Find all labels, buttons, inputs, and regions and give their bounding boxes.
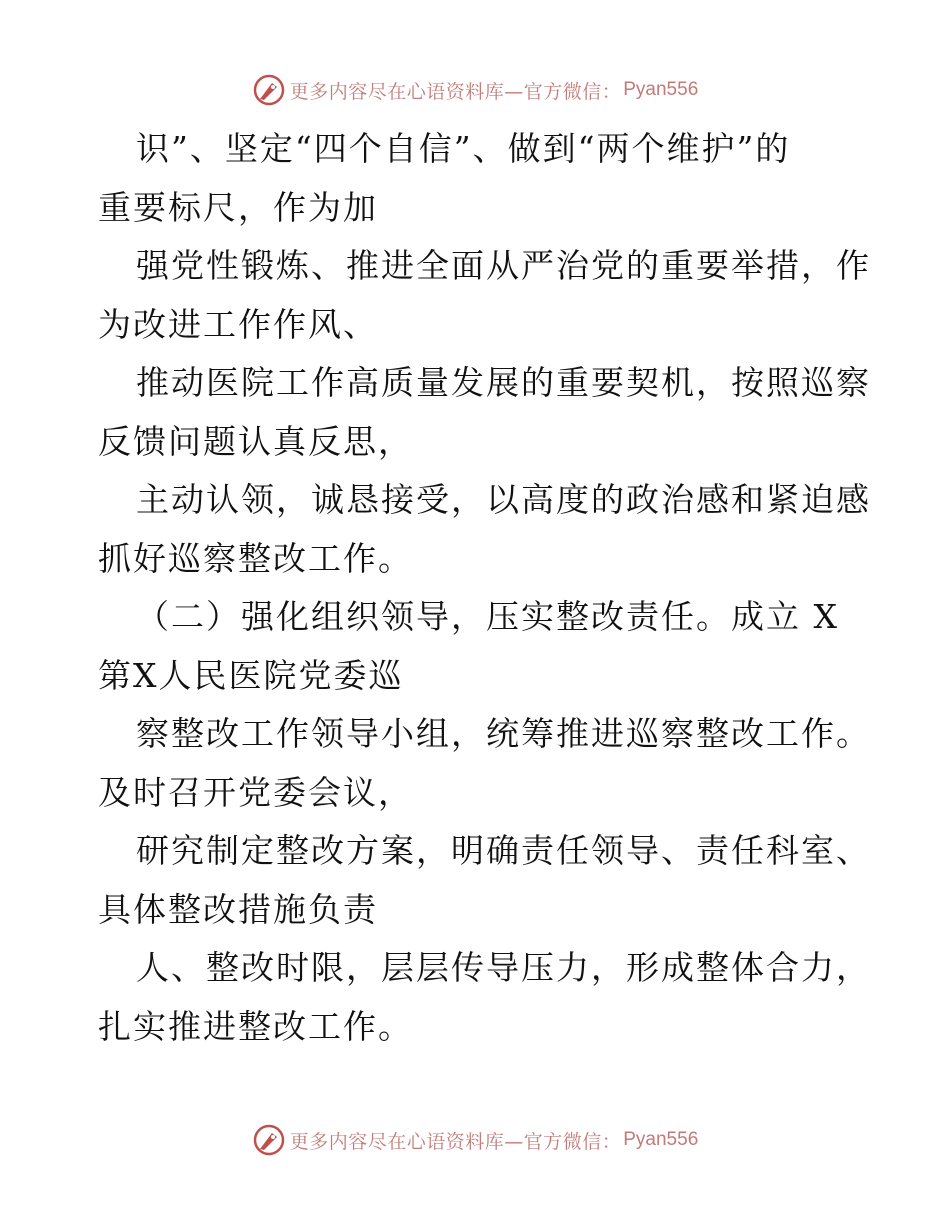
text-line: 反馈问题认真反思， — [98, 421, 413, 461]
text-line: 为改进工作作风、 — [98, 304, 378, 344]
watermark-wechat-id: Pyan556 — [623, 79, 699, 100]
pen-nib-logo-icon — [252, 73, 286, 107]
text-line: 人、整改时限，层层传导压力，形成整体合力， — [136, 948, 871, 987]
document-body — [98, 120, 871, 1056]
text-line: 研究制定整改方案，明确责任领导、责任科室、 — [136, 831, 871, 870]
text-line: 主动认领，诚恳接受，以高度的政治感和紧迫感 — [136, 480, 871, 519]
header-watermark — [0, 70, 950, 110]
watermark-wechat-id: Pyan556 — [623, 1129, 699, 1150]
text-line: 强党性锻炼、推进全面从严治党的重要举措，作 — [136, 246, 871, 285]
text-line: 推动医院工作高质量发展的重要契机，按照巡察 — [136, 363, 871, 402]
text-line: （二）强化组织领导，压实整改责任。成立 X — [136, 597, 839, 636]
text-line: 重要标尺，作为加 — [98, 187, 378, 227]
text-line: 察整改工作领导小组，统筹推进巡察整改工作。 — [136, 714, 871, 753]
watermark-text: 更多内容尽在心语资料库—官方微信： — [289, 80, 622, 103]
text-line: 及时召开党委会议， — [98, 772, 413, 812]
footer-watermark — [0, 1120, 950, 1160]
text-line: 抓好巡察整改工作。 — [98, 538, 413, 578]
text-line: 第X人民医院党委巡 — [98, 655, 404, 695]
text-line: 扎实推进整改工作。 — [98, 1006, 413, 1046]
pen-nib-logo-icon — [252, 1123, 286, 1157]
text-line: 识”、坚定“四个自信”、做到“两个维护”的 — [136, 129, 791, 168]
text-line: 具体整改措施负责 — [98, 889, 378, 929]
watermark-text: 更多内容尽在心语资料库—官方微信： — [289, 1130, 622, 1153]
